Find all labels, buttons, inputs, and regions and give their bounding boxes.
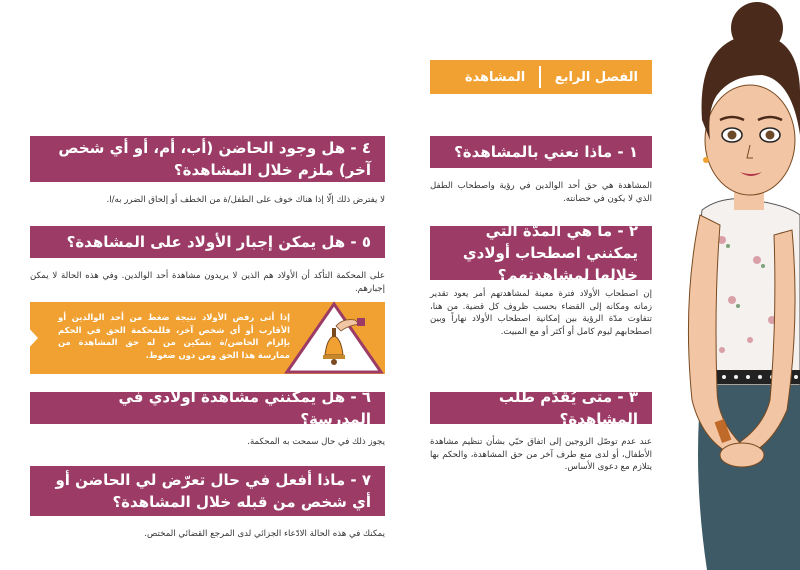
question-1-heading: ١ - ماذا نعني بالمشاهدة؟ (430, 136, 652, 168)
question-4-heading: ٤ - هل وجود الحاضن (أب، أم، أو أي شخص آخر) ملزم خلال المشاهدة؟ (30, 136, 385, 182)
note-text: إذا أتى رفض الأولاد نتيجة ضغط من أحد الوالدين أو الأقارب أو أي شخص آخر، فللمحكمة الحق في الحكم بإلزام الحاضن/ة بتمكين من له حق المشاهدة من ممارسة هذا الحق ومن دون ضغوط. (58, 312, 290, 360)
question-5-heading: ٥ - هل يمكن إجبار الأولاد على المشاهدة؟ (30, 226, 385, 258)
chapter-header (430, 60, 652, 94)
question-3-heading: ٣ - متى يُقدّم طلب المشاهدة؟ (430, 392, 652, 424)
question-4-answer: لا يفترض ذلك إلّا إذا هناك خوف على الطفل/ة من الخطف أو إلحاق الضرر به/ا. (106, 195, 385, 205)
question-6-answer: يجوز ذلك في حال سمحت به المحكمة. (247, 437, 385, 447)
question-6-heading: ٦ - هل يمكنني مشاهدة أولادي في المدرسة؟ (30, 392, 385, 424)
question-7-heading: ٧ - ماذا أفعل في حال تعرّض لي الحاضن أو أي شخص من قبله خلال المشاهدة؟ (30, 466, 385, 516)
question-2-heading: ٢ - ما هي المدّة التي يمكنني اصطحاب أولادي خلالها لمشاهدتهم؟ (430, 226, 652, 280)
question-7-answer: يمكنك في هذه الحالة الادّعاء الجزائي لدى المرجع القضائي المختص. (144, 529, 385, 539)
chapter-separator (539, 66, 541, 88)
chapter-label: الفصل الرابع (554, 69, 638, 85)
question-2-answer: إن اصطحاب الأولاد فترة معينة لمشاهدتهم أمر يعود تقدير زمانه ومكانه إلى القضاء بحسب ظروف كل قضية. من هنا، تتفاوت مدّة الرؤية بين إمكانية اصطحاب الأولاد نهاراً وبين اصطحابهم ليوم كامل أو أكثر أو مع المبيت. (430, 289, 652, 337)
question-3-answer: عند عدم توصّل الزوجين إلى اتفاق حبّي بشأن تنظيم مشاهدة الأطفال، أو لدى منع طرف آخر من حق المشاهدة، والحكم بها يتلازم مع دعوى الأساس. (430, 437, 652, 472)
hand-bell-warning-icon (283, 300, 385, 376)
chapter-title: المشاهدة (464, 69, 526, 85)
question-5-answer: على المحكمة التأكد أن الأولاد هم الذين لا يريدون مشاهدة أحد الوالدين. وفي هذه الحالة لا يمكن إجبارهم. (30, 271, 385, 294)
question-1-answer: المشاهدة هي حق أحد الوالدين في رؤية واصطحاب الطفل الذي لا يكون في حضانته. (430, 181, 652, 204)
woman-illustration (662, 0, 800, 570)
